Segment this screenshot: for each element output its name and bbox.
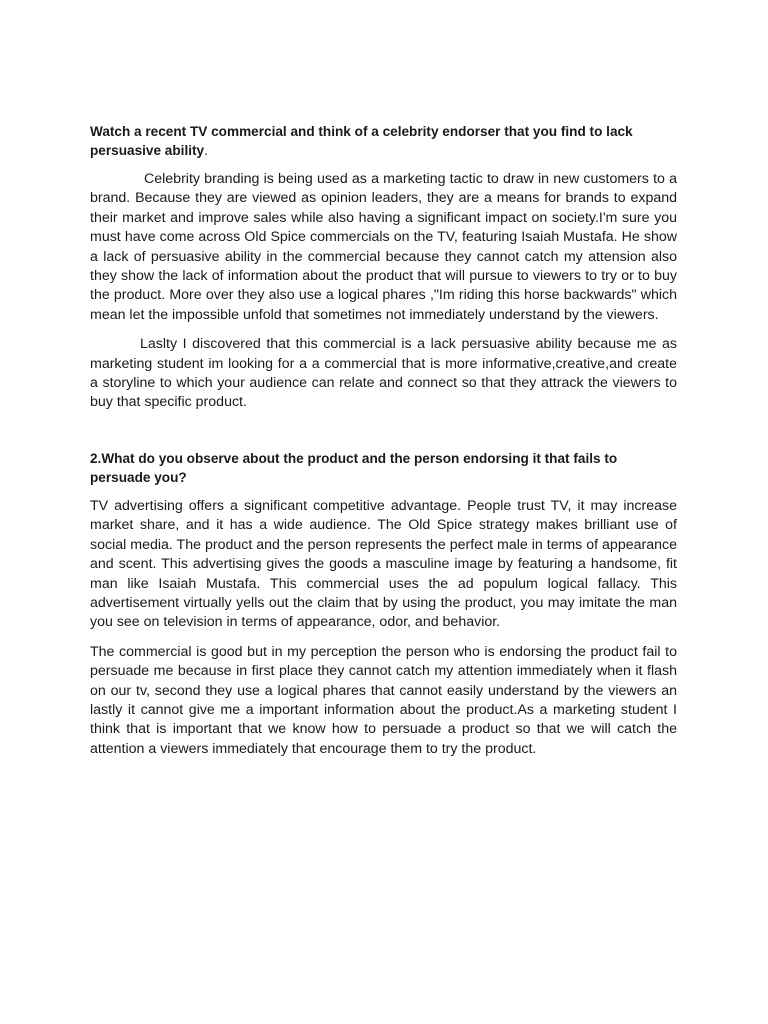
question-2-heading: 2.What do you observe about the product and the person endorsing it that fails to persuade you? <box>90 450 618 485</box>
question-1-text: Watch a recent TV commercial and think of a celebrity endorser that you find to lack persuasive ability <box>90 124 633 158</box>
answer-1-paragraph-1: Celebrity branding is being used as a marketing tactic to draw in new customers to a brand. Because they are viewed as opinion leaders, they are a means for brands to expand their market and improve sales while also having a significant impact on society.I'm sure you must have come across Old Spice commercials on the TV, featuring Isaiah Mustafa. He show a lack of persuasive ability in the commercial because they cannot catch my attension also they show the lack of information about the product that will pursue to viewers to try or to buy the product. More over they also use a logical phares ,"Im riding this horse backwards" which mean let the impossible unfold that sometimes not immediately understand by the viewers. <box>90 171 677 323</box>
question-1-heading <box>90 122 677 160</box>
answer-1-paragraph-2: Laslty I discovered that this commercial is a lack persuasive ability because me as marketing student im looking for a a commercial that is more informative,creative,and create a storyline to which your audience can relate and connect so that they attrack the viewers to buy that specific product. <box>90 336 677 411</box>
answer-2-paragraph-1: TV advertising offers a significant competitive advantage. People trust TV, it may increase market share, and it has a wide audience. The Old Spice strategy makes brilliant use of social media. The product and the person represents the perfect male in terms of appearance and scent. This advertising gives the goods a masculine image by featuring a handsome, fit man like Isaiah Mustafa. This commercial uses the ad populum logical fallacy. This advertisement virtually yells out the claim that by using the product, you may imitate the man you see on television in terms of appearance, odor, and behavior. <box>90 497 677 631</box>
document-page <box>90 122 677 759</box>
question-1-period: . <box>204 143 208 158</box>
answer-2-paragraph-2: The commercial is good but in my perception the person who is endorsing the product fail to persuade me because in first place they cannot catch my attention immediately when it flash on our tv, second they use a logical phares that cannot easily understand by the viewers an lastly it cannot give me a important information about the product.As a marketing student I think that is important that we know how to persuade a product so that we will catch the attention a viewers immediately that encourage them to try the product. <box>90 643 677 757</box>
